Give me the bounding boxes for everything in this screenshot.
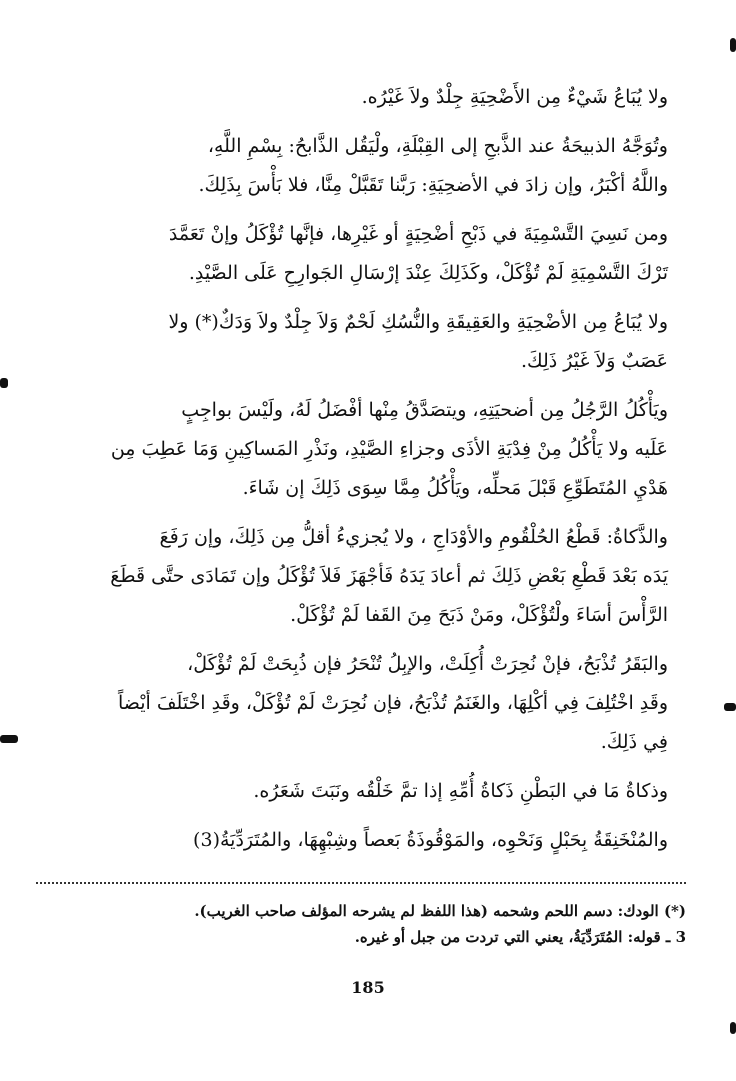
text-line: ولا يُبَاعُ مِن الأضْحِيَةِ والعَقِيقَةِ والنُّسُكِ لَحْمٌ وَلاَ جِلْدٌ ولاَ وَدَكٌ(*) ولا	[168, 311, 668, 333]
scan-edge-mark	[724, 703, 736, 711]
text-line: تَرْكَ التَّسْمِيَةِ لَمْ تُؤْكَلْ، وكَذَلِكَ عِنْدَ إرْسَالِ الجَوارِحِ عَلَى الصَّيْدِ.	[188, 262, 668, 284]
text-line: الرَّأْسَ أسَاءَ ولْتُؤْكَلْ، ومَنْ ذَبَحَ مِنَ القَفا لَمْ تُؤْكَلْ.	[290, 604, 668, 626]
paragraph	[42, 772, 694, 811]
text-line: وذكاةُ مَا في البَطْنِ ذَكاةُ أُمِّهِ إذا تمَّ خَلْقُه ونَبَتَ شَعَرُه.	[253, 780, 668, 802]
paragraph	[42, 78, 694, 117]
text-line: ومن نَسِيَ التَّسْمِيَةَ في ذَبْحِ أضْحِيَةٍ أو غَيْرِها، فإنَّها تُؤْكَلُ وإنْ تَعَمَّدَ	[168, 223, 668, 245]
footnote-3: 3 ـ قوله: المُتَرَدِّيَةُ، يعني التي تردت من جبل أو غيره.	[354, 928, 686, 946]
paragraph	[42, 127, 694, 205]
footnote-wadak: (*) الودك: دسم اللحم وشحمه (هذا اللفظ لم يشرحه المؤلف صاحب الغريب).	[194, 902, 686, 920]
paragraph	[42, 518, 694, 635]
text-line: واللَّهُ أكْبَرُ، وإن زادَ في الأضحِيَةِ: رَبَّنا تَقَبَّلْ مِنَّا، فلا بَأْسَ بِذَلِكَ.	[198, 174, 668, 196]
paragraph	[42, 215, 694, 293]
text-line: عَلَيه ولا يَأْكُلُ مِنْ فِدْيَةِ الأذَى وجزاءِ الصَّيْدِ، ونَذْرِ المَساكِينِ وَمَا عَطِبَ مِن	[110, 438, 668, 460]
text-line: والمُنْخَنِقَةُ بِحَبْلٍ وَنَحْوِه، والمَوْقُوذَةُ بَعصاً وشِبْهِهَا، والمُتَرَدِّيَةُ(3)	[193, 829, 668, 851]
text-line: والذَّكاةُ: قَطْعُ الحُلْقُومِ والأوْدَاجِ ، ولا يُجزيءُ أقلُّ مِن ذَلِكَ، وإن رَفَعَ	[159, 526, 668, 548]
text-line: فِي ذَلِكَ.	[600, 731, 668, 753]
text-line: والبَقَرُ تُذْبَحُ، فإنْ نُحِرَتْ أُكِلَتْ، والإبِلُ تُنْحَرُ فإن ذُبِحَتْ لَمْ تُؤْكَلْ،	[187, 653, 668, 675]
paragraph	[42, 645, 694, 762]
footnotes	[36, 898, 686, 950]
scan-edge-mark	[0, 735, 18, 743]
text-line: ويَأْكُلُ الرَّجُلُ مِن أضحيَتِهِ، ويتصَدَّقُ مِنْها أفْضَلُ لَهُ، ولَيْسَ بواجِبٍ	[181, 399, 668, 421]
text-line: وتُوَجَّهُ الذبيحَةُ عند الذَّبحِ إلى القِبْلَةِ، ولْيَقُل الذَّابحُ: بِسْمِ اللَّهِ،	[207, 135, 668, 157]
scan-edge-mark	[0, 378, 8, 388]
main-text	[42, 78, 694, 870]
text-line: عَصَبٌ وَلاَ غَيْرُ ذَلِكَ.	[520, 350, 668, 372]
paragraph	[42, 303, 694, 381]
text-line: هَدْيِ المُتَطَوِّعِ قَبْلَ مَحلِّه، ويَأْكُلُ مِمَّا سِوَى ذَلِكَ إن شَاءَ.	[242, 477, 668, 499]
scan-edge-mark	[730, 1022, 736, 1034]
paragraph	[42, 391, 694, 508]
text-line: وقَدِ اخْتُلِفَ فِي أكْلِهَا، والغَنَمُ تُذْبَحُ، فإن نُحِرَتْ لَمْ تُؤْكَلْ، وقَدِ اخْتَلَفَ أيْضاً	[118, 692, 668, 714]
footnote-separator	[36, 882, 686, 884]
text-line: ولا يُبَاعُ شَيْءٌ مِن الأَضْحِيَةِ جِلْدٌ ولاَ غَيْرُه.	[361, 86, 668, 108]
paragraph	[42, 821, 694, 860]
text-line: يَدَه بَعْدَ قَطْعِ بَعْضِ ذَلِكَ ثم أعادَ يَدَهُ فَأجْهَزَ فَلاَ تُؤْكَلُ وإن تَمَادَى حتَّى قَطَعَ	[110, 565, 668, 587]
scan-edge-mark	[730, 38, 736, 52]
page-number: 185	[351, 978, 385, 997]
